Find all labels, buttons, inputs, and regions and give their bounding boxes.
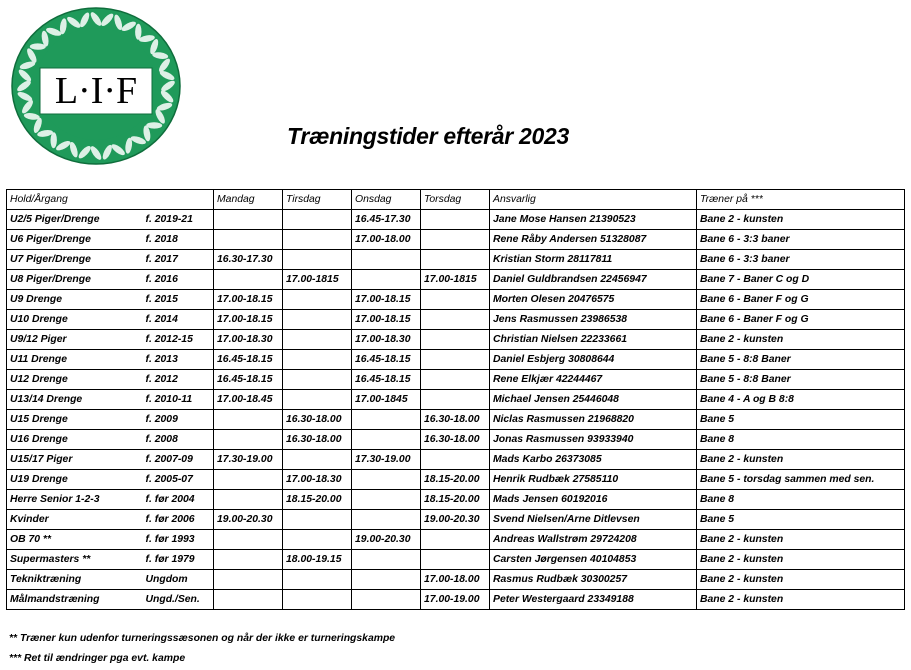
table-row (7, 590, 905, 610)
onsdag-cell: 17.00-18.15 (352, 310, 421, 330)
bane-cell: Bane 6 - 3:3 baner (697, 250, 905, 270)
tirsdag-cell (283, 250, 352, 270)
onsdag-cell (352, 470, 421, 490)
mandag-cell: 17.30-19.00 (214, 450, 283, 470)
table-row (7, 290, 905, 310)
team-cell: U9/12 Piger (7, 330, 142, 350)
bane-cell: Bane 2 - kunsten (697, 550, 905, 570)
training-schedule-table (6, 189, 905, 610)
ansvarlig-cell: Niclas Rasmussen 21968820 (490, 410, 697, 430)
onsdag-cell: 17.00-1845 (352, 390, 421, 410)
table-row (7, 410, 905, 430)
table-row (7, 310, 905, 330)
bane-cell: Bane 2 - kunsten (697, 590, 905, 610)
mandag-cell (214, 470, 283, 490)
table-row (7, 490, 905, 510)
bane-cell: Bane 5 - 8:8 Baner (697, 370, 905, 390)
onsdag-cell: 17.00-18.00 (352, 230, 421, 250)
bane-cell: Bane 6 - Baner F og G (697, 290, 905, 310)
torsdag-cell: 17.00-1815 (421, 270, 490, 290)
tirsdag-cell: 18.15-20.00 (283, 490, 352, 510)
ansvarlig-cell: Peter Westergaard 23349188 (490, 590, 697, 610)
year-cell: f. før 1979 (142, 550, 214, 570)
torsdag-cell (421, 310, 490, 330)
team-cell: OB 70 ** (7, 530, 142, 550)
table-row (7, 530, 905, 550)
header-traener: Træner på *** (697, 190, 905, 210)
onsdag-cell: 16.45-18.15 (352, 350, 421, 370)
year-cell: f. 2008 (142, 430, 214, 450)
mandag-cell: 16.30-17.30 (214, 250, 283, 270)
mandag-cell: 17.00-18.45 (214, 390, 283, 410)
torsdag-cell: 18.15-20.00 (421, 490, 490, 510)
tirsdag-cell: 18.00-19.15 (283, 550, 352, 570)
torsdag-cell: 19.00-20.30 (421, 510, 490, 530)
ansvarlig-cell: Henrik Rudbæk 27585110 (490, 470, 697, 490)
year-cell: f. 2010-11 (142, 390, 214, 410)
torsdag-cell (421, 530, 490, 550)
year-cell: f. 2019-21 (142, 210, 214, 230)
torsdag-cell (421, 370, 490, 390)
tirsdag-cell (283, 450, 352, 470)
mandag-cell (214, 430, 283, 450)
torsdag-cell: 17.00-18.00 (421, 570, 490, 590)
onsdag-cell: 17.30-19.00 (352, 450, 421, 470)
ansvarlig-cell: Andreas Wallstrøm 29724208 (490, 530, 697, 550)
table-row (7, 270, 905, 290)
team-cell: Kvinder (7, 510, 142, 530)
ansvarlig-cell: Jens Rasmussen 23986538 (490, 310, 697, 330)
team-cell: Tekniktræning (7, 570, 142, 590)
ansvarlig-cell: Carsten Jørgensen 40104853 (490, 550, 697, 570)
ansvarlig-cell: Michael Jensen 25446048 (490, 390, 697, 410)
onsdag-cell (352, 490, 421, 510)
table-row (7, 230, 905, 250)
bane-cell: Bane 2 - kunsten (697, 450, 905, 470)
ansvarlig-cell: Jane Mose Hansen 21390523 (490, 210, 697, 230)
ansvarlig-cell: Christian Nielsen 22233661 (490, 330, 697, 350)
year-cell: f. 2012 (142, 370, 214, 390)
year-cell: f. 2014 (142, 310, 214, 330)
year-cell: f. 2012-15 (142, 330, 214, 350)
team-cell: U15/17 Piger (7, 450, 142, 470)
mandag-cell (214, 230, 283, 250)
bane-cell: Bane 2 - kunsten (697, 330, 905, 350)
bane-cell: Bane 7 - Baner C og D (697, 270, 905, 290)
table-row (7, 330, 905, 350)
onsdag-cell (352, 410, 421, 430)
table-row (7, 570, 905, 590)
torsdag-cell: 17.00-19.00 (421, 590, 490, 610)
tirsdag-cell (283, 330, 352, 350)
ansvarlig-cell: Rasmus Rudbæk 30300257 (490, 570, 697, 590)
mandag-cell: 17.00-18.15 (214, 310, 283, 330)
table-row (7, 550, 905, 570)
tirsdag-cell (283, 570, 352, 590)
onsdag-cell (352, 250, 421, 270)
tirsdag-cell (283, 210, 352, 230)
team-cell: Herre Senior 1-2-3 (7, 490, 142, 510)
torsdag-cell (421, 330, 490, 350)
tirsdag-cell (283, 350, 352, 370)
torsdag-cell (421, 350, 490, 370)
team-cell: U10 Drenge (7, 310, 142, 330)
tirsdag-cell (283, 310, 352, 330)
team-cell: U7 Piger/Drenge (7, 250, 142, 270)
page-title: Træningstider efterår 2023 (287, 123, 569, 149)
bane-cell: Bane 5 (697, 510, 905, 530)
mandag-cell (214, 590, 283, 610)
year-cell: Ungd./Sen. (142, 590, 214, 610)
year-cell: f. 2018 (142, 230, 214, 250)
mandag-cell: 19.00-20.30 (214, 510, 283, 530)
torsdag-cell (421, 210, 490, 230)
mandag-cell (214, 570, 283, 590)
ansvarlig-cell: Kristian Storm 28117811 (490, 250, 697, 270)
club-logo (10, 6, 182, 166)
torsdag-cell: 18.15-20.00 (421, 470, 490, 490)
mandag-cell: 17.00-18.15 (214, 290, 283, 310)
ansvarlig-cell: Mads Karbo 26373085 (490, 450, 697, 470)
tirsdag-cell (283, 230, 352, 250)
team-cell: Supermasters ** (7, 550, 142, 570)
mandag-cell (214, 490, 283, 510)
ansvarlig-cell: Rene Elkjær 42244467 (490, 370, 697, 390)
logo-text: L·I·F (54, 70, 138, 112)
tirsdag-cell (283, 530, 352, 550)
footnote-1: ** Træner kun udenfor turneringssæsonen og når der ikke er turneringskampe (9, 633, 396, 644)
bane-cell: Bane 4 - A og B 8:8 (697, 390, 905, 410)
mandag-cell: 16.45-18.15 (214, 370, 283, 390)
table-row (7, 350, 905, 370)
year-cell: f. før 2004 (142, 490, 214, 510)
onsdag-cell (352, 570, 421, 590)
team-cell: U9 Drenge (7, 290, 142, 310)
tirsdag-cell (283, 510, 352, 530)
bane-cell: Bane 2 - kunsten (697, 570, 905, 590)
ansvarlig-cell: Svend Nielsen/Arne Ditlevsen (490, 510, 697, 530)
mandag-cell (214, 410, 283, 430)
year-cell: f. 2005-07 (142, 470, 214, 490)
mandag-cell: 17.00-18.30 (214, 330, 283, 350)
header-onsdag: Onsdag (352, 190, 421, 210)
year-cell: f. før 1993 (142, 530, 214, 550)
header-ansvarlig: Ansvarlig (490, 190, 697, 210)
table-row (7, 370, 905, 390)
torsdag-cell (421, 230, 490, 250)
torsdag-cell (421, 290, 490, 310)
onsdag-cell: 17.00-18.30 (352, 330, 421, 350)
team-cell: U8 Piger/Drenge (7, 270, 142, 290)
team-cell: U2/5 Piger/Drenge (7, 210, 142, 230)
onsdag-cell: 16.45-18.15 (352, 370, 421, 390)
bane-cell: Bane 6 - Baner F og G (697, 310, 905, 330)
year-cell: f. 2017 (142, 250, 214, 270)
onsdag-cell (352, 270, 421, 290)
bane-cell: Bane 5 - 8:8 Baner (697, 350, 905, 370)
team-cell: U16 Drenge (7, 430, 142, 450)
table-row (7, 510, 905, 530)
table-row (7, 470, 905, 490)
onsdag-cell (352, 550, 421, 570)
tirsdag-cell (283, 370, 352, 390)
torsdag-cell (421, 250, 490, 270)
tirsdag-cell (283, 290, 352, 310)
onsdag-cell (352, 590, 421, 610)
header-hold: Hold/Årgang (7, 190, 214, 210)
ansvarlig-cell: Rene Råby Andersen 51328087 (490, 230, 697, 250)
tirsdag-cell: 16.30-18.00 (283, 410, 352, 430)
bane-cell: Bane 6 - 3:3 baner (697, 230, 905, 250)
torsdag-cell: 16.30-18.00 (421, 430, 490, 450)
bane-cell: Bane 2 - kunsten (697, 530, 905, 550)
ansvarlig-cell: Morten Olesen 20476575 (490, 290, 697, 310)
tirsdag-cell (283, 390, 352, 410)
tirsdag-cell: 16.30-18.00 (283, 430, 352, 450)
header-mandag: Mandag (214, 190, 283, 210)
bane-cell: Bane 5 - torsdag sammen med sen. (697, 470, 905, 490)
table-row (7, 430, 905, 450)
onsdag-cell (352, 510, 421, 530)
team-cell: U19 Drenge (7, 470, 142, 490)
ansvarlig-cell: Daniel Esbjerg 30808644 (490, 350, 697, 370)
ansvarlig-cell: Mads Jensen 60192016 (490, 490, 697, 510)
year-cell: f. 2013 (142, 350, 214, 370)
team-cell: U11 Drenge (7, 350, 142, 370)
bane-cell: Bane 8 (697, 430, 905, 450)
header-torsdag: Torsdag (421, 190, 490, 210)
header-tirsdag: Tirsdag (283, 190, 352, 210)
bane-cell: Bane 5 (697, 410, 905, 430)
year-cell: f. 2015 (142, 290, 214, 310)
torsdag-cell (421, 550, 490, 570)
team-cell: Målmandstræning (7, 590, 142, 610)
torsdag-cell (421, 450, 490, 470)
team-cell: U6 Piger/Drenge (7, 230, 142, 250)
torsdag-cell: 16.30-18.00 (421, 410, 490, 430)
year-cell: f. 2016 (142, 270, 214, 290)
torsdag-cell (421, 390, 490, 410)
mandag-cell (214, 550, 283, 570)
mandag-cell (214, 530, 283, 550)
team-cell: U13/14 Drenge (7, 390, 142, 410)
year-cell: f. 2007-09 (142, 450, 214, 470)
table-row (7, 210, 905, 230)
footnote-2: *** Ret til ændringer pga evt. kampe (9, 653, 186, 664)
onsdag-cell: 17.00-18.15 (352, 290, 421, 310)
onsdag-cell: 19.00-20.30 (352, 530, 421, 550)
mandag-cell: 16.45-18.15 (214, 350, 283, 370)
tirsdag-cell: 17.00-1815 (283, 270, 352, 290)
mandag-cell (214, 210, 283, 230)
tirsdag-cell: 17.00-18.30 (283, 470, 352, 490)
tirsdag-cell (283, 590, 352, 610)
ansvarlig-cell: Daniel Guldbrandsen 22456947 (490, 270, 697, 290)
bane-cell: Bane 2 - kunsten (697, 210, 905, 230)
onsdag-cell: 16.45-17.30 (352, 210, 421, 230)
table-row (7, 390, 905, 410)
year-cell: Ungdom (142, 570, 214, 590)
team-cell: U12 Drenge (7, 370, 142, 390)
onsdag-cell (352, 430, 421, 450)
mandag-cell (214, 270, 283, 290)
ansvarlig-cell: Jonas Rasmussen 93933940 (490, 430, 697, 450)
year-cell: f. 2009 (142, 410, 214, 430)
bane-cell: Bane 8 (697, 490, 905, 510)
table-row (7, 450, 905, 470)
table-row (7, 250, 905, 270)
table-header-row (7, 190, 905, 210)
year-cell: f. før 2006 (142, 510, 214, 530)
team-cell: U15 Drenge (7, 410, 142, 430)
